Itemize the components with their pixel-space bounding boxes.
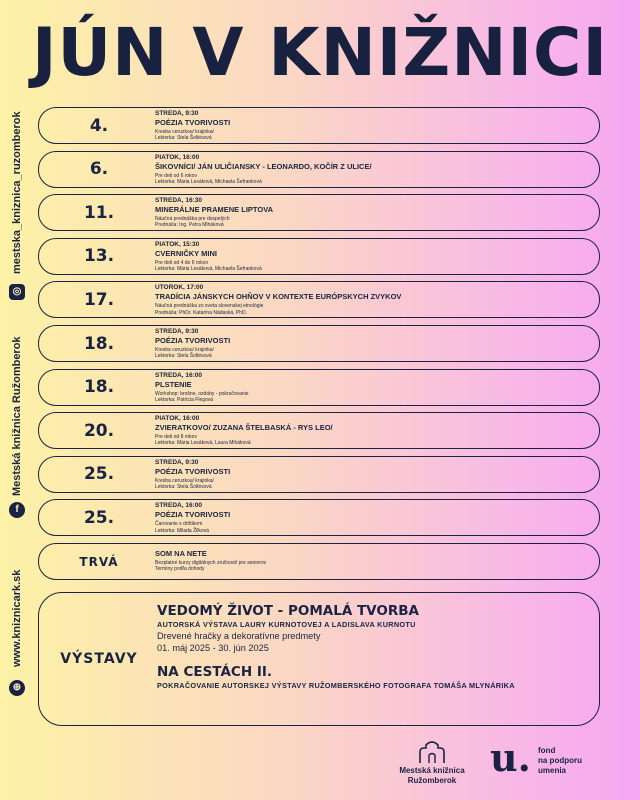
fund-line: fond (538, 746, 556, 755)
event-name: SOM NA NETE (155, 549, 207, 558)
fund-line: umenia (538, 766, 567, 775)
event-time: STREDA, 9:30 (155, 458, 199, 466)
event-row (38, 499, 600, 536)
event-detail: Lektorka: Patrícia Flegová (155, 396, 214, 403)
sidebar-instagram[interactable] (6, 108, 28, 308)
event-detail: Náučná prednáška zo sveta slovenskej etnológie (155, 303, 264, 310)
library-logo (396, 740, 468, 792)
event-name: POÉZIA TVORIVOSTI (155, 510, 231, 520)
library-city: Ružomberok (407, 776, 457, 785)
facebook-page[interactable]: Mestská knižnica Ružomberok (11, 336, 23, 496)
exhibitions-body (157, 603, 591, 691)
event-detail: Kresba ceruzkou/ krajinka/ (155, 129, 214, 135)
event-detail: Lektorka: Stela Šoltésová (155, 135, 212, 142)
library-building-icon (418, 740, 446, 764)
event-info (155, 284, 591, 316)
exhibition-description: Drevené hračky a dekoratívne predmety (157, 631, 321, 641)
page-title: JÚN V KNIŽNICI (32, 14, 608, 91)
event-name: TRADÍCIA JÁNSKYCH OHŇOV V KONTEXTE EURÓPSKYCH ZVYKOV (155, 292, 402, 302)
instagram-icon: ◎ (9, 284, 25, 300)
sidebar-facebook[interactable] (6, 336, 28, 526)
event-detail: Kresba ceruzkou/ krajinka/ (155, 477, 214, 484)
event-name: MINERÁLNE PRAMENE LIPTOVA (155, 205, 274, 215)
event-row (38, 543, 600, 580)
event-name: POÉZIA TVORIVOSTI (155, 336, 231, 345)
event-name: ŠIKOVNÍCI/ JÁN ULIČIANSKY - LEONARDO, KOČÍR Z ULICE/ (155, 161, 372, 171)
event-day: TRVÁ (79, 554, 119, 569)
event-detail: Bezplatné kurzy digitálnych zručností pre seniorov (155, 560, 267, 566)
fund-logo (490, 735, 600, 792)
event-detail: Pre deti od 4 do 6 rokov (155, 259, 209, 266)
event-detail: Pre deti od 8 rokov (155, 434, 197, 441)
event-info (155, 241, 591, 273)
event-info (155, 459, 591, 491)
event-detail: Kresba ceruzkou/ krajinka/ (155, 347, 214, 353)
event-time: STREDA, 9:30 (155, 110, 199, 117)
event-name: CVERNIČKY MINI (155, 248, 217, 258)
event-day: 25. (83, 464, 115, 485)
event-row (38, 107, 600, 144)
event-detail: Prednáša: PhDr. Katarína Nádaská, PhD. (155, 309, 247, 316)
event-day: 18. (83, 333, 115, 354)
event-time: STREDA, 16:30 (155, 197, 202, 205)
event-detail: Workshop: brošne, ozdoby - pokračovanie (155, 390, 249, 397)
event-detail: Náučná prednáška pre dospelých (155, 216, 230, 223)
event-row (38, 412, 600, 449)
event-detail: Lektorka: Mária Lesáková, Laura Miháková (155, 440, 251, 447)
sidebar-web[interactable] (6, 568, 28, 698)
event-name: POÉZIA TVORIVOSTI (155, 118, 231, 127)
exhibition-title: NA CESTÁCH II. (157, 664, 272, 680)
event-time: UTOROK, 17:00 (155, 284, 204, 292)
sidebar-contacts (6, 108, 28, 698)
event-row (38, 325, 600, 362)
exhibition-dates: 01. máj 2025 - 30. jún 2025 (157, 643, 269, 653)
event-detail: Pre deti od 6 rokov (155, 172, 197, 179)
event-info (155, 328, 591, 360)
event-detail: Lektorka: Stela Šoltésová (155, 484, 212, 491)
event-day: 6. (89, 159, 109, 180)
instagram-handle[interactable]: mestska_kniznica_ruzomberok (11, 111, 23, 275)
globe-icon: ⊕ (9, 680, 25, 696)
event-info (155, 502, 591, 534)
event-row (38, 238, 600, 275)
event-time: STREDA, 16:00 (155, 502, 202, 510)
event-name: POÉZIA TVORIVOSTI (155, 466, 231, 476)
event-name: PLSTENIE (155, 379, 192, 389)
event-info (155, 154, 591, 186)
exhibitions-label: VÝSTAVY (60, 651, 138, 667)
event-day: 11. (83, 202, 115, 223)
event-day: 18. (83, 377, 115, 398)
exhibition-title: VEDOMÝ ŽIVOT - POMALÁ TVORBA (157, 603, 420, 619)
event-time: PIATOK, 15:30 (155, 240, 200, 248)
event-info (155, 372, 591, 404)
event-detail: Lektorka: Stela Šoltésová (155, 353, 212, 360)
event-detail: Termíny podľa dohody (155, 566, 205, 573)
event-day: 20. (83, 420, 115, 441)
event-time: PIATOK, 16:00 (155, 415, 200, 423)
event-row (38, 456, 600, 493)
event-info (155, 110, 591, 142)
website-url[interactable]: www.kniznicark.sk (11, 569, 23, 667)
event-row (38, 194, 600, 231)
event-row (38, 151, 600, 188)
event-info (155, 415, 591, 447)
event-detail: Lektorka: Mária Lesáková, Michaela Šefranková (155, 178, 262, 185)
event-info (155, 546, 591, 573)
event-day: 17. (83, 289, 115, 310)
event-detail: Čarovanie s drôtikom (155, 521, 203, 528)
library-name: Mestská knižnica (399, 766, 465, 775)
event-detail: Lektorka: Mária Lesáková, Michaela Šefranková (155, 266, 262, 273)
event-row (38, 281, 600, 318)
fund-name (538, 746, 582, 776)
event-info (155, 197, 591, 229)
exhibitions-box (38, 592, 600, 726)
event-time: STREDA, 9:30 (155, 328, 199, 335)
fund-line: na podporu (538, 756, 582, 765)
facebook-icon: f (9, 502, 25, 518)
event-day: 25. (83, 507, 115, 528)
event-detail: Lektorka: Milada Žilková (155, 527, 209, 534)
event-day: 13. (83, 246, 115, 267)
exhibition-subtitle: POKRAČOVANIE AUTORSKEJ VÝSTAVY RUŽOMBERSKÉHO FOTOGRAFA TOMÁŠA MLYNÁRIKA (157, 681, 515, 690)
event-detail: Prednáša: Ing. Petra Miháková (155, 222, 224, 229)
event-time: STREDA, 16:00 (155, 371, 202, 379)
event-day: 4. (89, 115, 109, 136)
event-time: PIATOK, 16:00 (155, 153, 200, 161)
exhibition-subtitle: AUTORSKÁ VÝSTAVA LAURY KURNOTOVEJ A LADISLAVA KURNOTU (157, 620, 416, 629)
fund-mark: u. (490, 735, 531, 780)
event-row (38, 369, 600, 406)
event-name: ZVIERATKOVO/ ZUZANA ŠTELBASKÁ - RYS LEO/ (155, 423, 333, 433)
